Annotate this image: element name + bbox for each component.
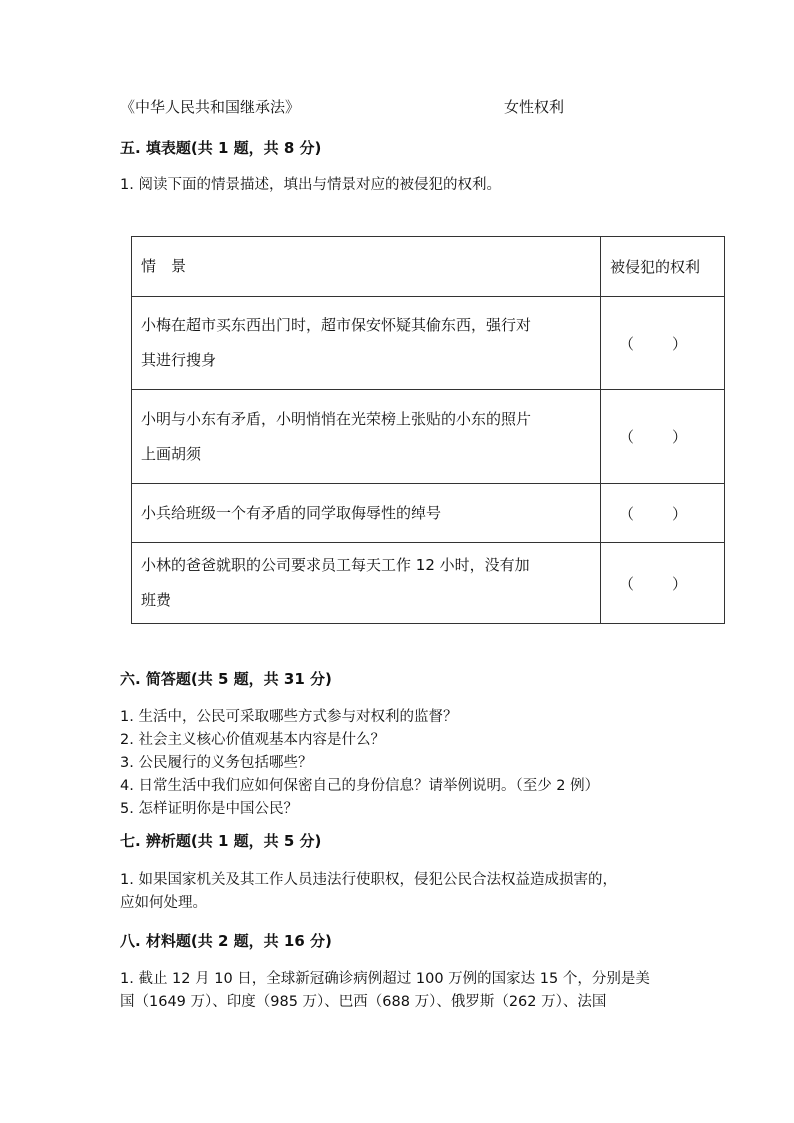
scene-line: 小明与小东有矛盾，小明悄悄在光荣榜上张贴的小东的照片	[141, 409, 532, 428]
open-paren: （	[619, 428, 635, 446]
close-paren: ）	[671, 428, 687, 446]
table-header-row	[132, 237, 725, 297]
question-line: 应如何处理。	[120, 895, 207, 911]
open-paren: （	[619, 334, 635, 353]
womens-rights-text: 女性权利	[504, 98, 565, 116]
scene-line: 小梅在超市买东西出门时，超市保安怀疑其偷东西，强行对	[141, 316, 532, 334]
section-8-heading: 八. 材料题(共 2 题，共 16 分)	[120, 932, 332, 950]
section-6-list	[120, 706, 599, 821]
scene-line: 其进行搜身	[141, 351, 217, 369]
list-item: 3. 公民履行的义务包括哪些？	[120, 755, 313, 771]
list-item: 4. 日常生活中我们应如何保密自己的身份信息？请举例说明。（至少 2 例）	[120, 778, 600, 794]
scene-line: 班费	[141, 591, 172, 609]
law-title: 《中华人民共和国继承法》	[120, 98, 301, 116]
close-paren: ）	[671, 334, 687, 353]
open-paren: （	[619, 574, 635, 593]
material-line: 国（1649 万）、印度（985 万）、巴西（688 万）、俄罗斯（262 万）、法国	[120, 994, 607, 1010]
open-paren: （	[619, 504, 635, 523]
scene-line: 上画胡须	[141, 444, 202, 463]
rights-table	[131, 236, 725, 624]
close-paren: ）	[671, 504, 687, 523]
scene-cell	[132, 543, 601, 624]
scene-cell	[132, 390, 601, 484]
section-5-heading: 五. 填表题(共 1 题，共 8 分)	[120, 139, 322, 157]
material-line: 1. 截止 12 月 10 日，全球新冠确诊病例超过 100 万例的国家达 15 个，分别是美	[120, 971, 650, 987]
list-item: 2. 社会主义核心价值观基本内容是什么？	[120, 732, 385, 748]
table-row	[132, 484, 725, 543]
table-row	[132, 543, 725, 624]
answer-blank[interactable]	[601, 543, 725, 624]
table-row	[132, 390, 725, 484]
section-7-heading: 七. 辨析题(共 1 题，共 5 分)	[120, 832, 322, 850]
header-right: 被侵犯的权利	[601, 237, 725, 297]
answer-blank[interactable]	[601, 484, 725, 543]
section-7-question	[120, 869, 617, 915]
scene-line: 小林的爸爸就职的公司要求员工每天工作 12 小时，没有加	[141, 556, 530, 574]
list-item: 5. 怎样证明你是中国公民？	[120, 801, 298, 817]
close-paren: ）	[671, 574, 687, 593]
list-item: 1. 生活中，公民可采取哪些方式参与对权利的监督？	[120, 709, 458, 725]
header-scene: 情 景	[132, 237, 601, 297]
scene-cell	[132, 484, 601, 543]
scene-cell	[132, 297, 601, 390]
scene-line: 小兵给班级一个有矛盾的同学取侮辱性的绰号	[141, 503, 442, 522]
table-row	[132, 297, 725, 390]
section-8-material	[120, 968, 650, 1014]
answer-blank[interactable]	[601, 390, 725, 484]
section-5-question-1: 1. 阅读下面的情景描述，填出与情景对应的被侵犯的权利。	[120, 177, 501, 193]
question-line: 1. 如果国家机关及其工作人员违法行使职权，侵犯公民合法权益造成损害的，	[120, 872, 617, 888]
section-6-heading: 六. 简答题(共 5 题，共 31 分)	[120, 670, 332, 688]
answer-blank[interactable]	[601, 297, 725, 390]
